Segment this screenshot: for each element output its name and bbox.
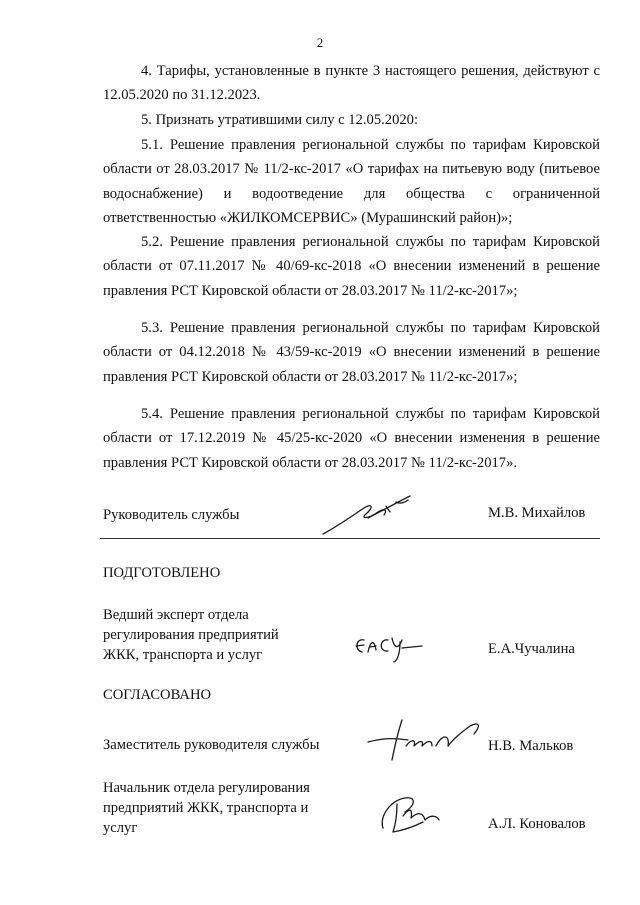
prepared-heading: ПОДГОТОВЛЕНО	[103, 565, 221, 581]
paragraph-5-1: 5.1. Решение правления региональной службы по тарифам Кировской области от 28.03.2017 № 11/2-кс-2017 «О тарифах на питьевую воду (питьевое водоснабжение) и водоотведение для общества с ограниченной ответственностью «ЖИЛКОМСЕРВИС» (Мурашинский район)»;	[103, 137, 600, 227]
divider	[100, 538, 600, 539]
head-of-department-handwritten-signature	[375, 790, 455, 838]
agreed-heading: СОГЛАСОВАНО	[103, 687, 212, 703]
paragraph-5-3: 5.3. Решение правления региональной службы по тарифам Кировской области от 04.12.2018 № 43/59-кс-2019 «О внесении изменений в решение правления РСТ Кировской области от 28.03.2017 № 11/2-кс-2017»;	[103, 320, 600, 385]
paragraph-5: 5. Признать утратившими силу с 12.05.2020:	[141, 112, 419, 128]
agreed-entry-name: А.Л. Коновалов	[488, 816, 586, 832]
paragraph-5-4: 5.4. Решение правления региональной службы по тарифам Кировской области от 17.12.2019 № 45/25-кс-2020 «О внесении изменения в решение правления РСТ Кировской области от 28.03.2017 № 11/2-кс-2017».	[103, 406, 600, 471]
head-handwritten-signature	[318, 488, 428, 538]
page-number: 2	[316, 35, 324, 50]
paragraph-5-2: 5.2. Решение правления региональной службы по тарифам Кировской области от 07.11.2017 № 40/69-кс-2018 «О внесении изменений в решение правления РСТ Кировской области от 28.03.2017 № 11/2-кс-2017»;	[103, 234, 600, 299]
prepared-title: Ведший эксперт отдела регулирования предприятий ЖКК, транспорта и услуг	[103, 607, 279, 663]
head-signature-title: Руководитель службы	[103, 507, 240, 523]
agreed-entry-title: Заместитель руководителя службы	[103, 737, 320, 753]
deputy-handwritten-signature	[362, 712, 492, 764]
agreed-entry-name: Н.В. Мальков	[488, 738, 574, 754]
head-signature-name: М.В. Михайлов	[488, 505, 586, 521]
paragraph-4: 4. Тарифы, установленные в пункте 3 настоящего решения, действуют с 12.05.2020 по 31.12.2023.	[103, 63, 600, 104]
prepared-name: Е.А.Чучалина	[488, 641, 575, 657]
agreed-entry-title: Начальник отдела регулирования предприятий ЖКК, транспорта и услуг	[103, 780, 310, 836]
prepared-handwritten-signature	[350, 628, 430, 666]
